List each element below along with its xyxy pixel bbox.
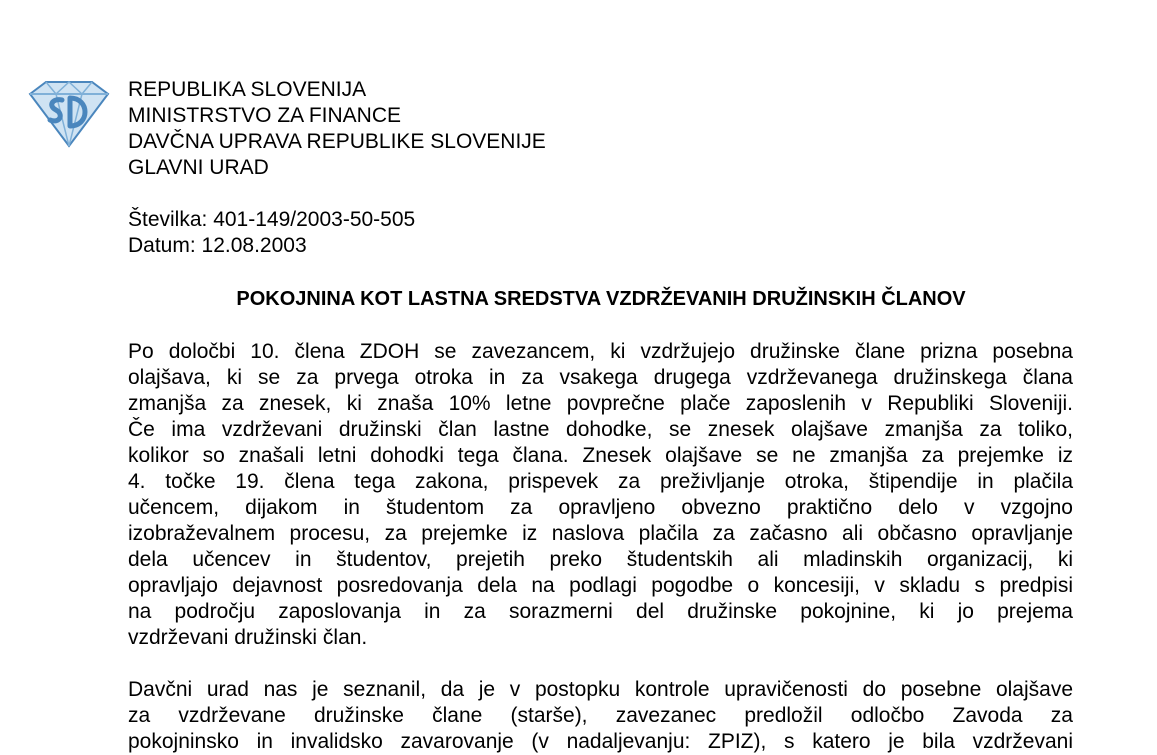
text-line: 4. točke 19. člena tega zakona, prispevek za preživljanje otroka, štipendije in plačila: [128, 470, 1073, 493]
text-line: Davčni urad nas je seznanil, da je v postopku kontrole upravičenosti do posebne olajšave: [128, 678, 1073, 701]
letterhead-main-office: GLAVNI URAD: [128, 156, 269, 179]
text-line: Če ima vzdrževani družinski član lastne dohodke, se znesek olajšave zmanjša za toliko,: [128, 418, 1073, 441]
letterhead-ministry: MINISTRSTVO ZA FINANCE: [128, 104, 402, 127]
document-title: POKOJNINA KOT LASTNA SREDSTVA VZDRŽEVANIH DRUŽINSKIH ČLANOV: [236, 288, 966, 310]
text-line: učencem, dijakom in študentom za opravljeno obvezno praktično delo v vzgojno: [128, 496, 1073, 519]
text-line: za vzdrževane družinske člane (starše), zavezanec predložil odločbo Zavoda za: [128, 704, 1073, 727]
text-line: na področju zaposlovanja in za sorazmerni del družinske pokojnine, ki jo prejema: [128, 600, 1073, 623]
text-line: opravljajo dejavnost posredovanja dela na podlagi pogodbe o koncesiji, v skladu s predpisi: [128, 574, 1073, 597]
durs-logo-icon: [26, 78, 112, 150]
document-number: Številka: 401-149/2003-50-505: [128, 208, 416, 231]
letterhead: [128, 77, 546, 181]
text-line: zmanjša za znesek, ki znaša 10% letne povprečne plače zaposlenih v Republiki Sloveniji.: [128, 392, 1073, 415]
text-line: vzdrževani družinski član.: [128, 626, 368, 649]
paragraph-2: [128, 677, 1073, 755]
letterhead-republic: REPUBLIKA SLOVENIJA: [128, 78, 367, 101]
document-meta: [128, 207, 415, 259]
text-line: Po določbi 10. člena ZDOH se zavezancem, ki vzdržujejo družinske člane prizna posebna: [128, 340, 1073, 363]
text-line: dela učencev in študentov, prejetih preko študentskih ali mladinskih organizacij, ki: [128, 548, 1073, 571]
letterhead-tax-administration: DAVČNA UPRAVA REPUBLIKE SLOVENIJE: [128, 130, 546, 153]
text-line: olajšava, ki se za prvega otroka in za vsakega drugega vzdrževanega družinskega člana: [128, 366, 1073, 389]
paragraph-1: [128, 339, 1073, 651]
document-date: Datum: 12.08.2003: [128, 234, 307, 257]
text-line: pokojninsko in invalidsko zavarovanje (v nadaljevanju: ZPIZ), s katero je bila vzdrževani: [128, 730, 1073, 753]
text-line: kolikor so znašali letni dohodki tega člana. Znesek olajšave se ne zmanjša za prejemke iz: [128, 444, 1073, 467]
text-line: izobraževalnem procesu, za prejemke iz naslova plačila za začasno ali občasno opravljanje: [128, 522, 1073, 545]
